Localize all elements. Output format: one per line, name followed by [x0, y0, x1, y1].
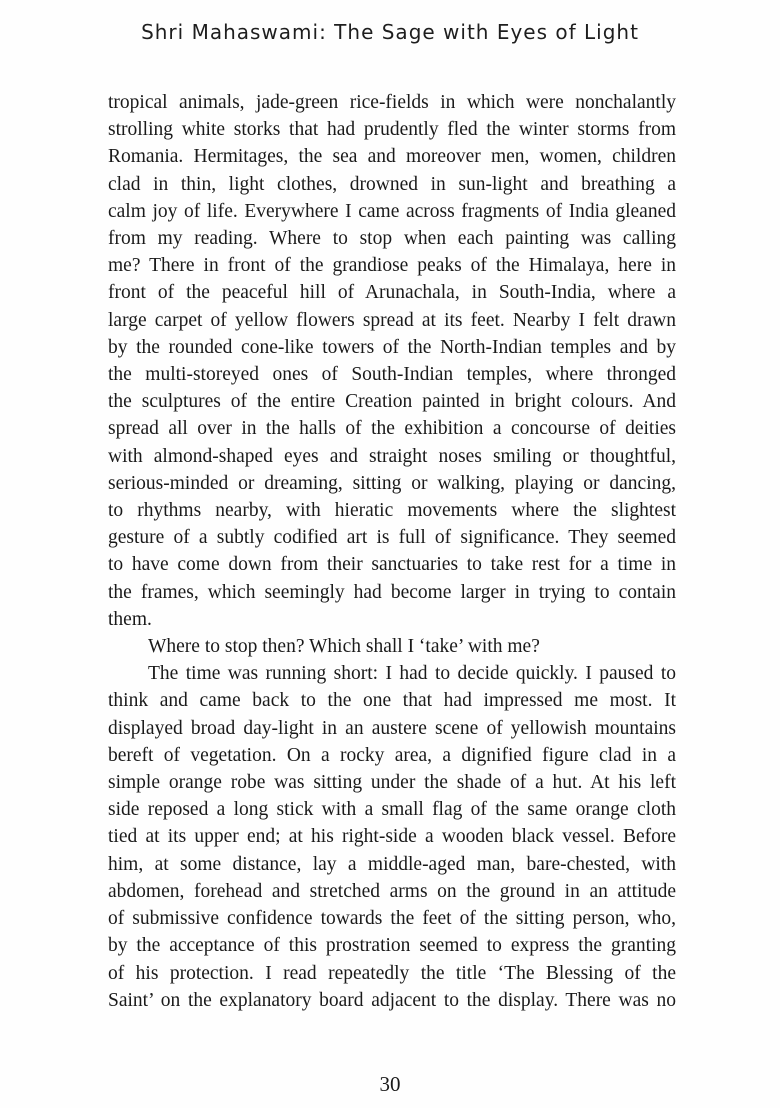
- text-line: me? There in front of the grandiose peaks of the Himalaya, here in: [108, 255, 676, 277]
- text-line: bereft of vegetation. On a rocky area, a dignified figure clad in a: [108, 744, 676, 766]
- text-line: to have come down from their sanctuaries to take rest for a time in: [108, 554, 676, 576]
- text-line: strolling white storks that had prudently fled the winter storms from: [108, 119, 676, 141]
- text-line: spread all over in the halls of the exhibition a concourse of deities: [108, 418, 676, 440]
- text-line: Saint’ on the explanatory board adjacent to the display. There was no: [108, 989, 676, 1011]
- text-line: of submissive confidence towards the feet of the sitting person, who,: [108, 908, 676, 930]
- text-line: to rhythms nearby, with hieratic movements where the slightest: [108, 500, 676, 522]
- text-line: displayed broad day-light in an austere scene of yellowish mountains: [108, 717, 676, 739]
- text-line: simple orange robe was sitting under the shade of a hut. At his left: [108, 772, 676, 794]
- text-line: side reposed a long stick with a small flag of the same orange cloth: [108, 799, 676, 821]
- text-line: from my reading. Where to stop when each painting was calling: [108, 228, 676, 250]
- text-line: large carpet of yellow flowers spread at its feet. Nearby I felt drawn: [108, 309, 676, 331]
- text-line: serious-minded or dreaming, sitting or walking, playing or dancing,: [108, 472, 676, 494]
- text-line: the multi-storeyed ones of South-Indian temples, where thronged: [108, 364, 676, 386]
- running-header: Shri Mahaswami: The Sage with Eyes of Light: [141, 20, 639, 44]
- text-line: The time was running short: I had to decide quickly. I paused to: [148, 663, 676, 685]
- text-line: them.: [108, 608, 152, 630]
- text-line: by the rounded cone-like towers of the North-Indian temples and by: [108, 336, 676, 358]
- text-line: tied at its upper end; at his right-side a wooden black vessel. Before: [108, 826, 676, 848]
- text-line: tropical animals, jade-green rice-fields in which were nonchalantly: [108, 92, 676, 113]
- text-line: clad in thin, light clothes, drowned in sun-light and breathing a: [108, 173, 676, 195]
- text-line: the frames, which seemingly had become larger in trying to contain: [108, 581, 676, 603]
- text-line: him, at some distance, lay a middle-aged man, bare-chested, with: [108, 853, 676, 875]
- text-line: calm joy of life. Everywhere I came across fragments of India gleaned: [108, 200, 676, 222]
- text-line: the sculptures of the entire Creation painted in bright colours. And: [108, 391, 676, 413]
- text-line: with almond-shaped eyes and straight noses smiling or thoughtful,: [108, 445, 676, 467]
- text-line: think and came back to the one that had impressed me most. It: [108, 690, 676, 712]
- text-line: by the acceptance of this prostration seemed to express the granting: [108, 935, 676, 957]
- text-line: front of the peaceful hill of Arunachala, in South-India, where a: [108, 282, 676, 304]
- text-line: Romania. Hermitages, the sea and moreover men, women, children: [108, 146, 676, 168]
- text-line: gesture of a subtly codified art is full of significance. They seemed: [108, 527, 676, 549]
- text-line: Where to stop then? Which shall I ‘take’ with me?: [148, 636, 540, 658]
- body-text: [108, 89, 676, 1014]
- text-line: abdomen, forehead and stretched arms on the ground in an attitude: [108, 880, 676, 902]
- text-line: of his protection. I read repeatedly the title ‘The Blessing of the: [108, 962, 676, 984]
- page-number: 30: [379, 1072, 401, 1096]
